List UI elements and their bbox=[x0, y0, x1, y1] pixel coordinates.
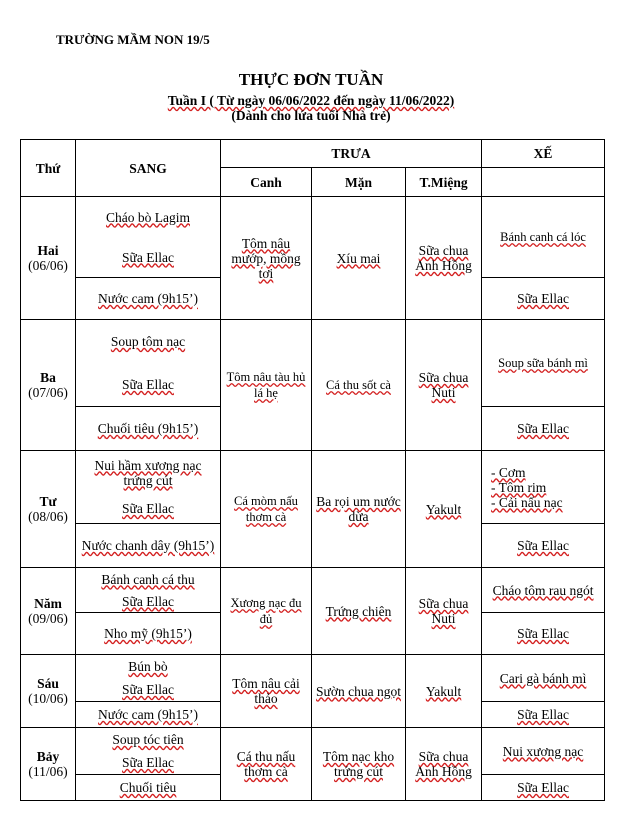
canh-cell bbox=[221, 320, 312, 451]
sang-main-cell bbox=[76, 728, 221, 775]
man-text: Cá thu sốt cà bbox=[326, 378, 391, 392]
xe-snack: Sữa Ellac bbox=[517, 421, 569, 436]
day-date: (07/06) bbox=[28, 385, 68, 400]
table-row bbox=[21, 197, 605, 278]
canh-text: Cá thu nấu thơm cà bbox=[236, 749, 296, 779]
day-cell bbox=[21, 728, 76, 801]
table-row bbox=[21, 655, 605, 702]
day-cell bbox=[21, 451, 76, 568]
sang-snack: Nước cam (9h15’) bbox=[98, 291, 198, 306]
sang-item: Nui hầm xương nạc trứng cút bbox=[94, 457, 202, 488]
sang-item: Bánh canh cá thu bbox=[101, 571, 195, 587]
sang-snack: Nước cam (9h15’) bbox=[98, 707, 198, 722]
canh-cell bbox=[221, 728, 312, 801]
canh-text: Tôm nâu tàu hủ lá hẹ bbox=[226, 370, 306, 400]
day-cell bbox=[21, 320, 76, 451]
sang-item: Sữa Ellac bbox=[122, 377, 174, 392]
day-cell bbox=[21, 568, 76, 655]
xe-main-cell bbox=[482, 197, 605, 278]
day-name: Năm bbox=[34, 596, 62, 611]
sang-snack-cell bbox=[76, 775, 221, 801]
sang-item: Soup tôm nạc bbox=[110, 334, 186, 349]
xe-text: Cari gà bánh mì bbox=[499, 670, 587, 686]
sang-snack: Chuối tiêu bbox=[119, 780, 177, 795]
day-cell bbox=[21, 655, 76, 728]
canh-text: Xương nạc đu đủ bbox=[230, 596, 302, 626]
trang-mieng-cell bbox=[406, 728, 482, 801]
trang-mieng-cell bbox=[406, 197, 482, 320]
xe-item: - Cơm bbox=[491, 464, 526, 480]
xe-snack: Sữa Ellac bbox=[517, 707, 569, 722]
canh-text: Cá mòm nấu thơm cà bbox=[234, 494, 298, 524]
audience-note: (Dành cho lứa tuổi Nhà trẻ) bbox=[231, 108, 391, 123]
man-cell bbox=[312, 197, 406, 320]
canh-cell bbox=[221, 655, 312, 728]
header-thu: Thứ bbox=[21, 140, 76, 197]
trang-mieng-cell bbox=[406, 320, 482, 451]
sang-main-cell bbox=[76, 568, 221, 613]
sang-main-cell bbox=[76, 451, 221, 524]
man-text: Trứng chiên bbox=[325, 603, 392, 619]
header-canh: Canh bbox=[221, 168, 312, 197]
sang-item: Sữa Ellac bbox=[122, 249, 174, 265]
day-date: (08/06) bbox=[28, 509, 68, 524]
table-row bbox=[21, 728, 605, 775]
sang-snack-cell bbox=[76, 613, 221, 655]
xe-snack: Sữa Ellac bbox=[517, 291, 569, 306]
table-row bbox=[21, 320, 605, 407]
xe-snack-cell bbox=[482, 278, 605, 320]
table-row bbox=[21, 451, 605, 524]
xe-main-cell bbox=[482, 655, 605, 702]
header-xe: XẾ bbox=[482, 140, 605, 168]
sang-snack: Nho mỹ (9h15’) bbox=[104, 626, 192, 641]
xe-main-cell bbox=[482, 320, 605, 407]
canh-text: Tôm nâu cải thảo bbox=[232, 676, 300, 706]
xe-snack-cell bbox=[482, 613, 605, 655]
canh-cell bbox=[221, 568, 312, 655]
header-xe-blank bbox=[482, 168, 605, 197]
xe-item: - Tôm rim bbox=[491, 479, 547, 495]
xe-text: Cháo tôm rau ngót bbox=[492, 582, 594, 598]
xe-snack-cell bbox=[482, 702, 605, 728]
week-range: Tuần I ( Từ ngày 06/06/2022 đến ngày 11/06/2022) bbox=[167, 93, 455, 108]
sang-main-cell bbox=[76, 320, 221, 407]
trang-mieng-text: Sữa chua Anh Hồng bbox=[415, 749, 472, 779]
sang-item: Sữa Ellac bbox=[122, 755, 174, 770]
xe-item: - Cải nấu nạc bbox=[491, 494, 563, 510]
sang-snack-cell bbox=[76, 278, 221, 320]
sang-snack: Chuối tiêu (9h15’) bbox=[97, 421, 199, 436]
xe-snack-cell bbox=[482, 775, 605, 801]
sang-main-cell bbox=[76, 197, 221, 278]
trang-mieng-text: Sữa chua Anh Hồng bbox=[415, 243, 472, 273]
sang-item: Bún bò bbox=[128, 659, 168, 674]
xe-snack: Sữa Ellac bbox=[517, 538, 569, 553]
sang-snack: Nước chanh dây (9h15’) bbox=[81, 538, 215, 553]
header-trua: TRƯA bbox=[221, 140, 482, 168]
man-cell bbox=[312, 655, 406, 728]
day-date: (09/06) bbox=[28, 611, 68, 626]
xe-main-cell bbox=[482, 728, 605, 775]
canh-cell bbox=[221, 451, 312, 568]
canh-cell bbox=[221, 197, 312, 320]
trang-mieng-text: Sữa chua Nuti bbox=[418, 370, 469, 400]
trang-mieng-cell bbox=[406, 451, 482, 568]
sang-item: Sữa Ellac bbox=[122, 682, 174, 697]
xe-snack-cell bbox=[482, 407, 605, 451]
header-trang-mieng: T.Miệng bbox=[406, 168, 482, 197]
xe-text: Soup sữa bánh mì bbox=[498, 356, 588, 370]
man-cell bbox=[312, 568, 406, 655]
xe-text: Nui xương nạc bbox=[502, 743, 584, 759]
header-sang: SANG bbox=[76, 140, 221, 197]
man-cell bbox=[312, 320, 406, 451]
day-date: (06/06) bbox=[28, 258, 68, 273]
header-man: Mặn bbox=[312, 168, 406, 197]
sang-snack-cell bbox=[76, 702, 221, 728]
sang-item: Sữa Ellac bbox=[122, 501, 174, 517]
day-date: (10/06) bbox=[28, 691, 68, 706]
sang-item: Cháo bò Lagim bbox=[106, 209, 190, 225]
man-text: Sườn chua ngọt bbox=[316, 683, 401, 699]
day-name: Hai bbox=[37, 243, 59, 258]
day-cell bbox=[21, 197, 76, 320]
canh-text: Tôm nâu mướp, mồng tơi bbox=[231, 235, 301, 281]
xe-main-cell bbox=[482, 451, 605, 524]
trang-mieng-text: Yakult bbox=[425, 501, 462, 517]
trang-mieng-cell bbox=[406, 568, 482, 655]
xe-snack: Sữa Ellac bbox=[517, 780, 569, 795]
xe-text: Bánh canh cá lóc bbox=[500, 230, 586, 244]
man-text: Tôm nạc kho trứng cút bbox=[322, 749, 395, 779]
day-name: Bảy bbox=[36, 749, 60, 764]
weekly-menu-table bbox=[20, 139, 605, 801]
trang-mieng-cell bbox=[406, 655, 482, 728]
xe-snack-cell bbox=[482, 524, 605, 568]
man-text: Ba rọi um nước dừa bbox=[316, 494, 401, 524]
xe-main-cell bbox=[482, 568, 605, 613]
page-title: THỰC ĐƠN TUẦN bbox=[238, 70, 384, 89]
day-name: Ba bbox=[40, 370, 56, 385]
table-row bbox=[21, 568, 605, 613]
sang-main-cell bbox=[76, 655, 221, 702]
man-text: Xíu mai bbox=[336, 250, 381, 266]
man-cell bbox=[312, 728, 406, 801]
sang-item: Sữa Ellac bbox=[122, 593, 174, 609]
man-cell bbox=[312, 451, 406, 568]
day-date: (11/06) bbox=[28, 764, 68, 779]
trang-mieng-text: Sữa chua Nuti bbox=[418, 596, 469, 626]
trang-mieng-text: Yakult bbox=[425, 683, 462, 699]
day-name: Sáu bbox=[37, 676, 59, 691]
sang-snack-cell bbox=[76, 524, 221, 568]
school-name: TRƯỜNG MẦM NON 19/5 bbox=[56, 32, 210, 47]
day-name: Tư bbox=[39, 494, 57, 509]
sang-item: Soup tóc tiên bbox=[112, 732, 184, 747]
sang-snack-cell bbox=[76, 407, 221, 451]
xe-snack: Sữa Ellac bbox=[517, 626, 569, 641]
